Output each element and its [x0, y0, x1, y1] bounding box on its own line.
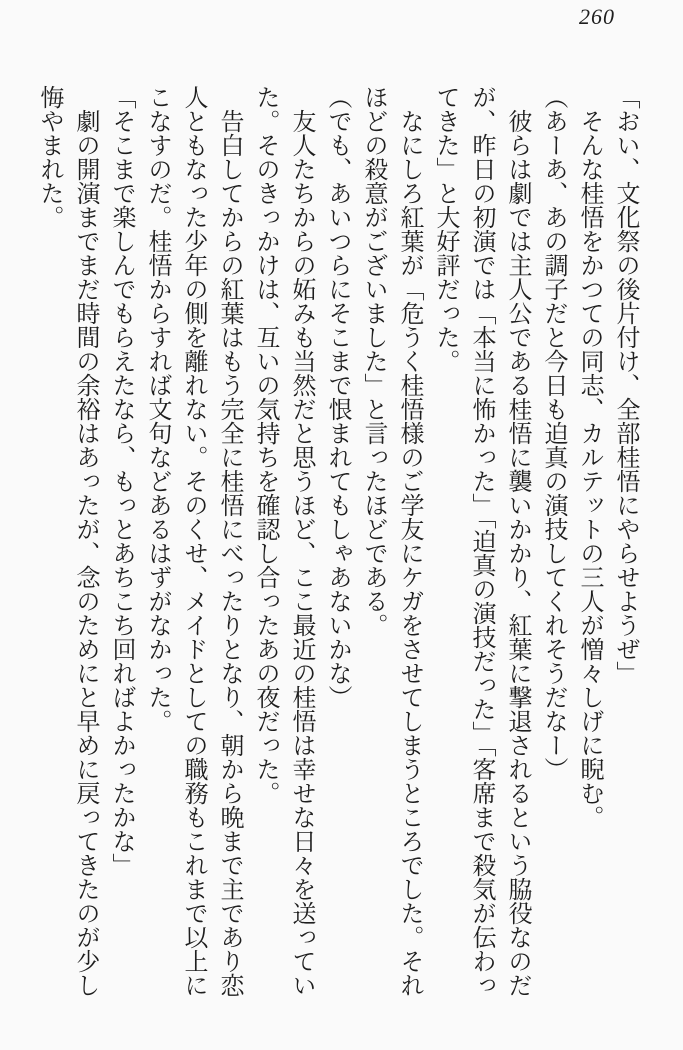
paragraph: （でも、あいつらにそこまで恨まれてもしゃあないかな）: [324, 85, 350, 709]
paragraph: なにしろ紅葉が「危うく桂悟様のご学友にケガをさせてしまうところでした。それほどの殺意がございました」と言ったほどである。: [360, 85, 422, 997]
page-number: 260: [579, 4, 615, 29]
paragraph: 友人たちからの妬みも当然だと思うほど、ここ最近の桂悟は幸せな日々を送っていた。そのきっかけは、互いの気持ちを確認し合ったあの夜だった。: [252, 85, 314, 997]
paragraph: 「おい、文化祭の後片付け、全部桂悟にやらせようぜ」: [612, 85, 638, 685]
paragraph: そんな桂悟をかつての同志、カルテットの三人が憎々しげに睨む。: [576, 109, 602, 829]
paragraph: 彼らは劇では主人公である桂悟に襲いかかり、紅葉に撃退されるという脇役なのだが、昨日の初演では「本当に怖かった」「迫真の演技だった」「客席まで殺気が伝わってきた」と大好評だった。: [432, 85, 530, 997]
paragraph: 告白してからの紅葉はもう完全に桂悟にべったりとなり、朝から晩まで主であり恋人ともなった少年の側を離れない。そのくせ、メイドとしての職務もこれまで以上にこなすのだ。桂悟からすれば文句などあるはずがなかった。: [144, 85, 242, 997]
paragraph: 劇の開演までまだ時間の余裕はあったが、念のためにと早めに戻ってきたのが少し悔やまれた。: [36, 85, 98, 997]
paragraph: （あーあ、あの調子だと今日も迫真の演技してくれそうだなー）: [540, 85, 566, 781]
page-text: [31, 85, 643, 1001]
paragraph: 「そこまで楽しんでもらえたなら、もっとあちこち回ればよかったかな」: [108, 85, 134, 877]
